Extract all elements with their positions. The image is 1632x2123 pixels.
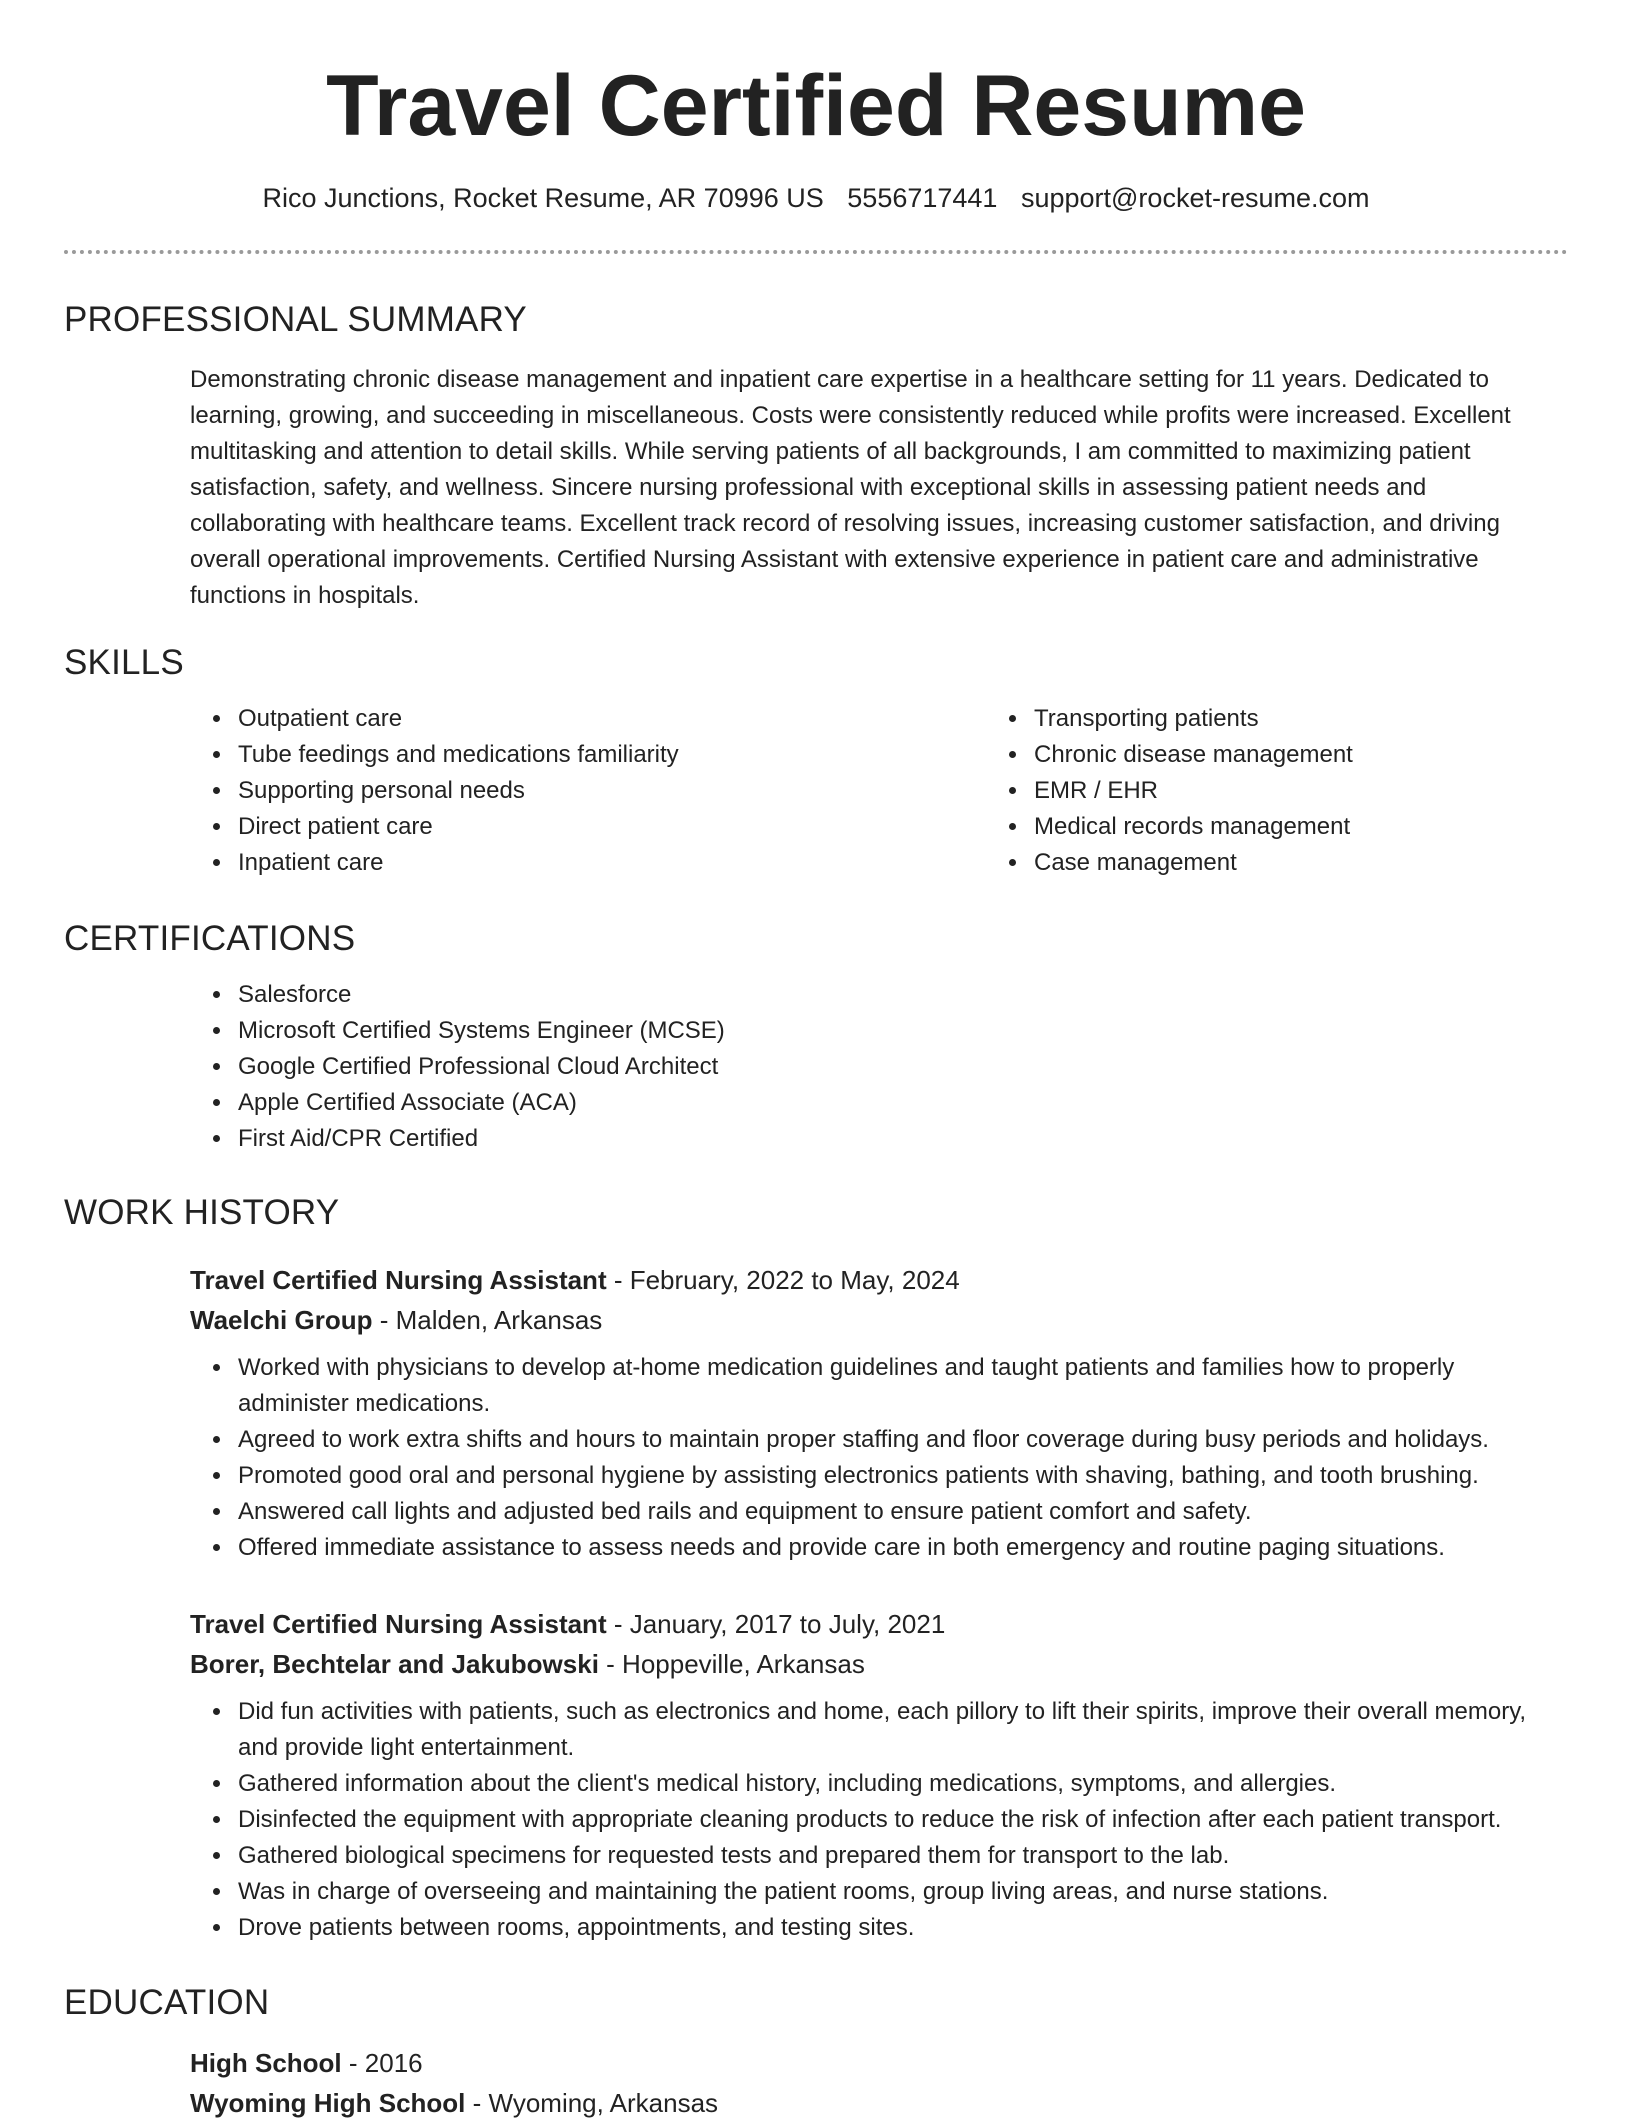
education-degree: High School	[190, 2048, 342, 2078]
job-title: Travel Certified Nursing Assistant	[190, 1609, 607, 1639]
skill-item: • Inpatient care	[234, 845, 986, 881]
certification-item: • First Aid/CPR Certified	[234, 1121, 1568, 1157]
certification-item: • Google Certified Professional Cloud Architect	[234, 1049, 1568, 1085]
job-company: Waelchi Group	[190, 1305, 373, 1335]
job-entry	[64, 1260, 1568, 1566]
skill-item: • Outpatient care	[234, 701, 986, 737]
skills-section	[64, 641, 1568, 881]
contact-line	[0, 180, 1632, 216]
skill-item: • Chronic disease management	[1030, 737, 1632, 773]
summary-text: Demonstrating chronic disease management and inpatient care expertise in a healthcare setting for 11 years. Dedicated to learning, growing, and succeeding in miscellaneous. Costs were consistently reduced while profits were increased. Excellent multitasking and attention to detail skills. While serving patients of all backgrounds, I am committed to maximizing patient satisfaction, safety, and wellness. Sincere nursing professional with exceptional skills in assessing patient needs and collaborating with healthcare teams. Excellent track record of resolving issues, increasing customer satisfaction, and driving overall operational improvements. Certified Nursing Assistant with extensive experience in patient care and administrative functions in hospitals.	[190, 366, 1511, 609]
job-dates: - January, 2017 to July, 2021	[606, 1609, 946, 1639]
job-location: - Malden, Arkansas	[372, 1305, 603, 1335]
job-duty: • Gathered biological specimens for requested tests and prepared them for transport to the lab.	[234, 1838, 1568, 1874]
job-location: - Hoppeville, Arkansas	[598, 1649, 865, 1679]
certification-item: • Microsoft Certified Systems Engineer (MCSE)	[234, 1013, 1568, 1049]
certifications-heading: CERTIFICATIONS	[64, 919, 356, 958]
job-duty: • Did fun activities with patients, such as electronics and home, each pillory to lift their spirits, improve their overall memory, and provide light entertainment.	[234, 1694, 1568, 1766]
certifications-list	[64, 977, 1568, 1157]
job-duty: • Agreed to work extra shifts and hours to maintain proper staffing and floor coverage during busy periods and holidays.	[234, 1422, 1568, 1458]
education-year: - 2016	[341, 2048, 423, 2078]
job-duty: • Answered call lights and adjusted bed rails and equipment to ensure patient comfort and safety.	[234, 1494, 1568, 1530]
resume-title: Travel Certified Resume	[326, 58, 1306, 154]
contact-address: Rico Junctions, Rocket Resume, AR 70996 US	[262, 183, 824, 213]
job-company-line	[190, 1300, 1568, 1340]
skill-item: • Tube feedings and medications familiarity	[234, 737, 986, 773]
job-duty: • Was in charge of overseeing and maintaining the patient rooms, group living areas, and nurse stations.	[234, 1874, 1568, 1910]
education-heading: EDUCATION	[64, 1983, 270, 2022]
job-duty: • Worked with physicians to develop at-home medication guidelines and taught patients and families how to properly administer medications.	[234, 1350, 1568, 1422]
job-entry	[64, 1604, 1568, 1946]
certifications-section	[64, 917, 1568, 1157]
job-duty: • Promoted good oral and personal hygiene by assisting electronics patients with shaving, bathing, and tooth brushing.	[234, 1458, 1568, 1494]
contact-email: support@rocket-resume.com	[1020, 183, 1370, 213]
skill-item: • Direct patient care	[234, 809, 986, 845]
skill-item: • Supporting personal needs	[234, 773, 986, 809]
job-title-line	[190, 1260, 1568, 1300]
job-duty: • Disinfected the equipment with appropriate cleaning products to reduce the risk of infection after each patient transport.	[234, 1802, 1568, 1838]
skill-item: • Case management	[1030, 845, 1632, 881]
education-degree-line	[190, 2043, 1568, 2083]
education-section	[64, 1981, 1568, 2123]
education-school: Wyoming High School	[190, 2088, 466, 2118]
header-divider	[64, 250, 1568, 254]
education-location: - Wyoming, Arkansas	[465, 2088, 719, 2118]
education-school-line	[190, 2083, 1568, 2123]
job-company-line	[190, 1644, 1568, 1684]
job-title: Travel Certified Nursing Assistant	[190, 1265, 607, 1295]
skill-item: • Transporting patients	[1030, 701, 1632, 737]
skills-columns	[64, 701, 1568, 881]
work-history-heading: WORK HISTORY	[64, 1193, 340, 1232]
skills-list-left	[64, 701, 986, 881]
skills-heading: SKILLS	[64, 643, 184, 682]
job-duties-list	[64, 1694, 1568, 1946]
work-history-section	[64, 1191, 1568, 1235]
contact-phone: 5556717441	[847, 183, 998, 213]
certification-item: • Salesforce	[234, 977, 1568, 1013]
job-duties-list	[64, 1350, 1568, 1566]
job-duty: • Drove patients between rooms, appointments, and testing sites.	[234, 1910, 1568, 1946]
job-duty: • Offered immediate assistance to assess needs and provide care in both emergency and routine paging situations.	[234, 1530, 1568, 1566]
skills-list-right	[986, 701, 1632, 881]
skill-item: • Medical records management	[1030, 809, 1632, 845]
job-duty: • Gathered information about the client's medical history, including medications, symptoms, and allergies.	[234, 1766, 1568, 1802]
job-title-line	[190, 1604, 1568, 1644]
skill-item: • EMR / EHR	[1030, 773, 1632, 809]
summary-section	[64, 298, 1568, 614]
job-company: Borer, Bechtelar and Jakubowski	[190, 1649, 599, 1679]
job-dates: - February, 2022 to May, 2024	[606, 1265, 960, 1295]
certification-item: • Apple Certified Associate (ACA)	[234, 1085, 1568, 1121]
summary-heading: PROFESSIONAL SUMMARY	[64, 300, 527, 339]
